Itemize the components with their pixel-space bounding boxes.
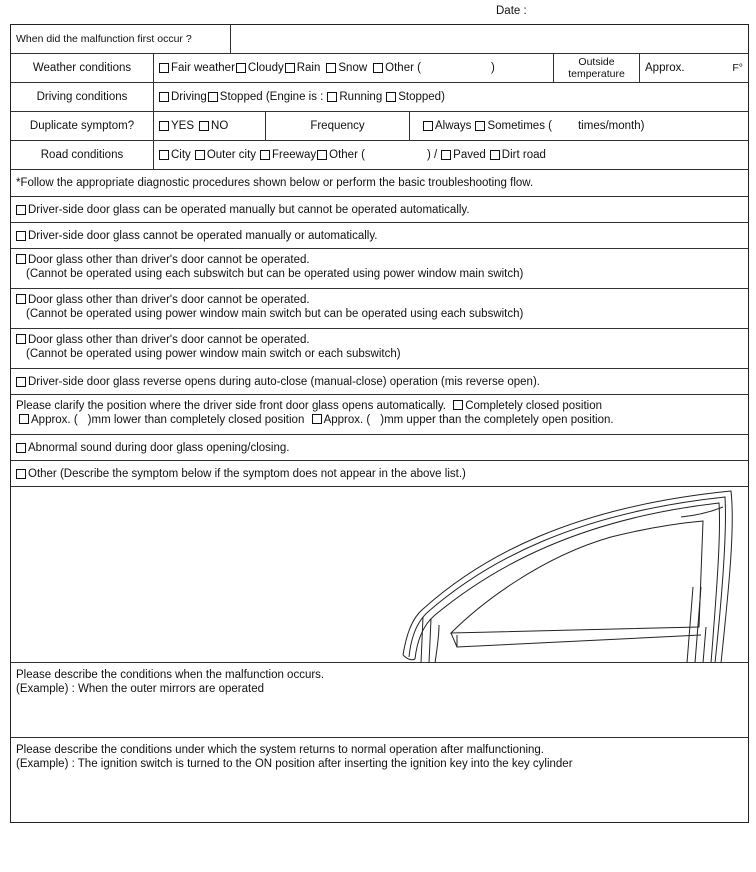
checkbox-symptom-3[interactable] xyxy=(16,254,26,264)
option-completely-closed: Completely closed position xyxy=(465,400,602,412)
option-driving: Driving xyxy=(171,91,207,103)
diagnosis-form xyxy=(10,24,749,823)
symptom-3-text: Door glass other than driver's door cannot be operated. xyxy=(28,254,310,266)
approx-temp-field[interactable] xyxy=(640,54,748,82)
symptom-row-9 xyxy=(11,461,748,487)
symptom-row-2 xyxy=(11,223,748,249)
instruction-row xyxy=(11,170,748,197)
checkbox-running[interactable] xyxy=(327,92,337,102)
checkbox-symptom-4[interactable] xyxy=(16,294,26,304)
checkbox-other-weather[interactable] xyxy=(373,63,383,73)
option-no: NO xyxy=(211,120,229,132)
checkbox-dirt-road[interactable] xyxy=(490,150,500,160)
symptom-7-text: Please clarify the position where the driver side front door glass opens automatically. xyxy=(16,400,446,412)
checkbox-driving[interactable] xyxy=(159,92,169,102)
option-other-road: Other ( xyxy=(329,149,365,161)
option-engine-stopped: Stopped) xyxy=(398,91,445,103)
describe-recovery-prompt: Please describe the conditions under which the system returns to normal operation after malfunctioning. xyxy=(16,744,545,756)
other-close-paren: ) xyxy=(490,62,495,74)
first-occur-label: When did the malfunction first occur ? xyxy=(11,25,231,53)
date-label: Date : xyxy=(496,5,527,17)
checkbox-snow[interactable] xyxy=(326,63,336,73)
option-dirt-road: Dirt road xyxy=(501,149,546,161)
weather-row xyxy=(11,54,748,83)
option-city: City xyxy=(171,149,191,161)
checkbox-symptom-2[interactable] xyxy=(16,231,26,241)
option-rain: Rain xyxy=(296,62,321,74)
option-outer-city: Outer city xyxy=(206,149,257,161)
checkbox-rain[interactable] xyxy=(285,63,295,73)
outside-temp-line2: temperature xyxy=(568,68,625,80)
duplicate-label: Duplicate symptom? xyxy=(11,112,154,140)
symptom-row-4 xyxy=(11,289,748,329)
driving-row xyxy=(11,83,748,112)
describe-recovery-example: (Example) : The ignition switch is turned to the ON position after inserting the ignition key into the key cylinder xyxy=(16,758,573,770)
checkbox-symptom-5[interactable] xyxy=(16,334,26,344)
frequency-options xyxy=(410,112,748,140)
symptom-8-text: Abnormal sound during door glass opening/closing. xyxy=(28,441,290,454)
symptom-5-text: Door glass other than driver's door cannot be operated. xyxy=(28,334,310,346)
yes-no-options xyxy=(154,112,266,140)
checkbox-cloudy[interactable] xyxy=(236,63,246,73)
symptom-4-text: Door glass other than driver's door cannot be operated. xyxy=(28,294,310,306)
checkbox-other-road[interactable] xyxy=(317,150,327,160)
option-freeway: Freeway xyxy=(272,149,317,161)
checkbox-paved[interactable] xyxy=(441,150,451,160)
checkbox-fair[interactable] xyxy=(159,63,169,73)
approx-upper-open: Approx. ( xyxy=(323,414,371,426)
checkbox-no[interactable] xyxy=(199,121,209,131)
driving-label: Driving conditions xyxy=(11,83,154,111)
checkbox-city[interactable] xyxy=(159,150,169,160)
symptom-1-text: Driver-side door glass can be operated manually but cannot be operated automatically. xyxy=(28,203,470,216)
option-stopped: Stopped (Engine is : xyxy=(219,91,324,103)
option-paved: Paved xyxy=(453,149,486,161)
times-month-label: times/month) xyxy=(577,120,645,132)
checkbox-yes[interactable] xyxy=(159,121,169,131)
option-fair: Fair weather xyxy=(171,62,235,74)
checkbox-symptom-6[interactable] xyxy=(16,377,26,387)
checkbox-engine-stopped[interactable] xyxy=(386,92,396,102)
describe-conditions-row[interactable] xyxy=(11,663,748,738)
checkbox-outer-city[interactable] xyxy=(195,150,205,160)
sketch-area[interactable] xyxy=(11,487,748,663)
option-snow: Snow xyxy=(338,62,368,74)
checkbox-stopped[interactable] xyxy=(208,92,218,102)
approx-upper-text: )mm upper than the completely open position. xyxy=(380,414,614,426)
symptom-3-detail: (Cannot be operated using each subswitch but can be operated using power window main switch) xyxy=(26,268,524,280)
symptom-row-6 xyxy=(11,369,748,395)
symptom-row-5 xyxy=(11,329,748,369)
checkbox-completely-closed[interactable] xyxy=(453,400,463,410)
instruction-text: *Follow the appropriate diagnostic procedures shown below or perform the basic troubleshooting flow. xyxy=(16,177,534,189)
option-always: Always xyxy=(435,120,472,132)
road-options xyxy=(154,141,748,169)
symptom-9-text: Other (Describe the symptom below if the symptom does not appear in the above list.) xyxy=(28,467,466,480)
approx-label: Approx. xyxy=(645,62,685,74)
outside-temp-label xyxy=(554,54,640,82)
symptom-row-3 xyxy=(11,249,748,289)
checkbox-freeway[interactable] xyxy=(260,150,270,160)
checkbox-lower-than-closed[interactable] xyxy=(19,414,29,424)
symptom-row-1 xyxy=(11,197,748,223)
first-occur-row xyxy=(11,25,748,54)
road-separator: ) / xyxy=(426,149,438,161)
symptom-6-text: Driver-side door glass reverse opens during auto-close (manual-close) operation (mis reverse open). xyxy=(28,375,540,388)
checkbox-upper-than-open[interactable] xyxy=(312,414,322,424)
driving-options xyxy=(154,83,748,111)
first-occur-field[interactable] xyxy=(231,25,748,53)
checkbox-symptom-8[interactable] xyxy=(16,443,26,453)
checkbox-always[interactable] xyxy=(423,121,433,131)
temp-unit: F° xyxy=(732,62,743,74)
describe-recovery-row[interactable] xyxy=(11,738,748,822)
weather-label: Weather conditions xyxy=(11,54,154,82)
symptom-row-8 xyxy=(11,435,748,461)
symptom-5-detail: (Cannot be operated using power window main switch or each subswitch) xyxy=(26,348,401,360)
symptom-4-detail: (Cannot be operated using power window main switch but can be operated using each subswitch) xyxy=(26,308,524,320)
duplicate-row xyxy=(11,112,748,141)
checkbox-symptom-9[interactable] xyxy=(16,469,26,479)
door-glass-illustration xyxy=(11,487,748,663)
symptom-row-7 xyxy=(11,395,748,435)
approx-lower-open: Approx. ( xyxy=(31,414,78,426)
option-other-weather: Other ( xyxy=(385,62,421,74)
weather-options xyxy=(154,54,554,82)
road-label: Road conditions xyxy=(11,141,154,169)
frequency-label: Frequency xyxy=(266,112,410,140)
symptom-2-text: Driver-side door glass cannot be operated manually or automatically. xyxy=(28,229,378,242)
describe-conditions-example: (Example) : When the outer mirrors are operated xyxy=(16,683,264,695)
approx-lower-text: )mm lower than completely closed position xyxy=(87,414,305,426)
option-cloudy: Cloudy xyxy=(247,62,284,74)
option-running: Running xyxy=(339,91,383,103)
checkbox-sometimes[interactable] xyxy=(475,121,485,131)
describe-conditions-prompt: Please describe the conditions when the malfunction occurs. xyxy=(16,669,325,681)
option-yes: YES xyxy=(171,120,195,132)
road-row xyxy=(11,141,748,170)
option-sometimes: Sometimes ( xyxy=(487,120,552,132)
checkbox-symptom-1[interactable] xyxy=(16,205,26,215)
outside-temp-line1: Outside xyxy=(578,56,615,68)
